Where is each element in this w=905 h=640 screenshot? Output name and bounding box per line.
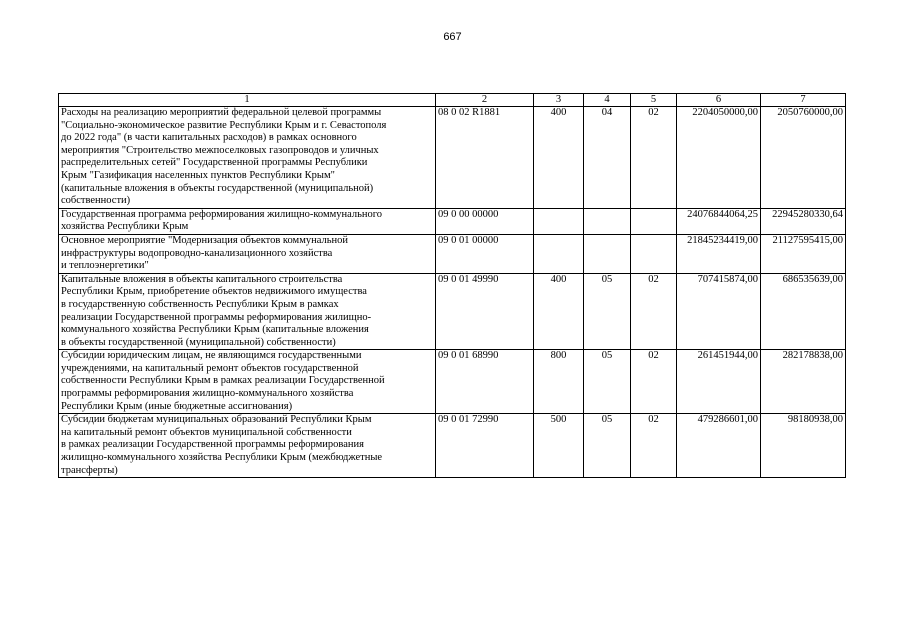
column-header: 6: [677, 94, 761, 107]
description-line: жилищно-коммунального хозяйства Республики Крым (межбюджетные: [61, 452, 383, 464]
amount-year-1: 261451944,00: [677, 350, 761, 414]
classification-code: 09 0 01 72990: [436, 414, 534, 478]
amount-year-1: 2204050000,00: [677, 107, 761, 209]
classification-code: 09 0 01 68990: [436, 350, 534, 414]
row-description: [59, 273, 436, 350]
section-code: [584, 208, 631, 234]
classification-code: 09 0 01 49990: [436, 273, 534, 350]
column-header: 4: [584, 94, 631, 107]
description-line: Государственная программа реформирования жилищно-коммунального: [61, 208, 383, 220]
description-line: программы реформирования жилищно-коммунального хозяйства: [61, 388, 354, 400]
description-line: Капитальные вложения в объекты капитального строительства: [61, 273, 343, 285]
description-line: на капитальный ремонт объектов муниципальной собственности: [61, 426, 352, 438]
description-line: и теплоэнергетики": [61, 260, 149, 272]
row-description: [59, 208, 436, 234]
section-code: 05: [584, 273, 631, 350]
expense-type-code: 500: [534, 414, 584, 478]
description-line: учреждениями, на капитальный ремонт объектов государственной: [61, 362, 359, 374]
amount-year-2: 98180938,00: [761, 414, 846, 478]
subsection-code: 02: [631, 350, 677, 414]
expense-type-code: 400: [534, 107, 584, 209]
description-line: до 2022 года" (в части капитальных расходов) в рамках основного: [61, 132, 357, 144]
amount-year-1: 479286601,00: [677, 414, 761, 478]
section-code: 04: [584, 107, 631, 209]
amount-year-1: 24076844064,25: [677, 208, 761, 234]
section-code: [584, 234, 631, 273]
amount-year-2: 2050760000,00: [761, 107, 846, 209]
description-line: собственности Республики Крым в рамках реализации Государственной: [61, 375, 385, 387]
description-line: Расходы на реализацию мероприятий федеральной целевой программы: [61, 107, 382, 118]
subsection-code: 02: [631, 107, 677, 209]
table-row: [59, 350, 846, 414]
amount-year-2: 21127595415,00: [761, 234, 846, 273]
row-description: [59, 107, 436, 209]
expense-type-code: 800: [534, 350, 584, 414]
description-line: распределительных сетей" Государственной программы Республики: [61, 157, 368, 169]
description-line: собственности): [61, 195, 131, 207]
column-header: 5: [631, 94, 677, 107]
description-line: Субсидии юридическим лицам, не являющимся государственными: [61, 350, 362, 362]
description-line: Субсидии бюджетам муниципальных образований Республики Крым: [61, 414, 372, 426]
subsection-code: [631, 234, 677, 273]
expense-type-code: [534, 234, 584, 273]
description-line: реализации Государственной программы реформирования жилищно-: [61, 311, 372, 323]
description-line: "Социально-экономическое развитие Республики Крым и г. Севастополя: [61, 119, 387, 131]
description-line: в рамках реализации Государственной программы реформирования: [61, 439, 364, 451]
table-row: [59, 273, 846, 350]
column-header: 2: [436, 94, 534, 107]
description-line: инфраструктуры водопроводно-канализационного хозяйства: [61, 247, 333, 259]
classification-code: 09 0 00 00000: [436, 208, 534, 234]
subsection-code: [631, 208, 677, 234]
row-description: [59, 350, 436, 414]
description-line: (капитальные вложения в объекты государственной (муниципальной): [61, 182, 374, 194]
section-code: 05: [584, 414, 631, 478]
amount-year-2: 22945280330,64: [761, 208, 846, 234]
description-line: Основное мероприятие "Модернизация объектов коммунальной: [61, 234, 348, 246]
page-number: 667: [443, 31, 462, 43]
column-header: 1: [59, 94, 436, 107]
description-line: мероприятия "Строительство межпоселковых газопроводов и уличных: [61, 144, 379, 156]
description-line: Республики Крым (иные бюджетные ассигнования): [61, 400, 293, 412]
classification-code: 08 0 02 R1881: [436, 107, 534, 209]
table-row: [59, 234, 846, 273]
subsection-code: 02: [631, 414, 677, 478]
description-line: коммунального хозяйства Республики Крым (капитальные вложения: [61, 324, 369, 336]
table-header-row: [59, 94, 846, 107]
expense-type-code: [534, 208, 584, 234]
description-line: в государственную собственность Республики Крым в рамках: [61, 298, 339, 310]
amount-year-2: 282178838,00: [761, 350, 846, 414]
description-line: Республики Крым, приобретение объектов недвижимого имущества: [61, 286, 367, 298]
table-row: [59, 107, 846, 209]
classification-code: 09 0 01 00000: [436, 234, 534, 273]
subsection-code: 02: [631, 273, 677, 350]
budget-table: [58, 93, 846, 478]
row-description: [59, 414, 436, 478]
amount-year-1: 707415874,00: [677, 273, 761, 350]
column-header: 7: [761, 94, 846, 107]
description-line: в объекты государственной (муниципальной) собственности): [61, 336, 336, 348]
expense-type-code: 400: [534, 273, 584, 350]
description-line: трансферты): [61, 464, 118, 476]
description-line: хозяйства Республики Крым: [61, 221, 189, 233]
row-description: [59, 234, 436, 273]
description-line: Крым "Газификация населенных пунктов Республики Крым": [61, 169, 335, 181]
table-row: [59, 414, 846, 478]
section-code: 05: [584, 350, 631, 414]
table-row: [59, 208, 846, 234]
column-header: 3: [534, 94, 584, 107]
amount-year-2: 686535639,00: [761, 273, 846, 350]
amount-year-1: 21845234419,00: [677, 234, 761, 273]
